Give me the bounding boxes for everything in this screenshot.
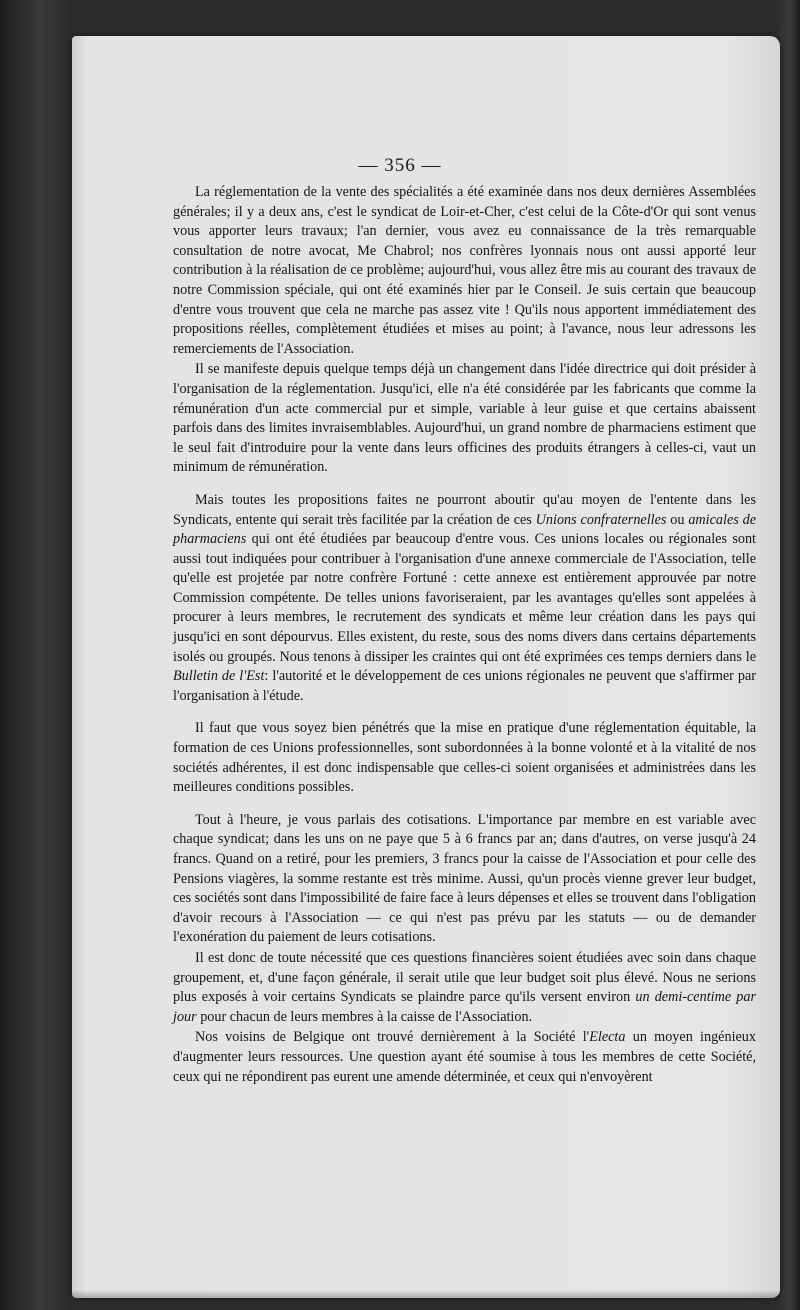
text-run: pour chacun de leurs membres à la caisse de l'Association. [196,1008,533,1025]
text-run: Il se manifeste depuis quelque temps déjà un changement dans l'idée directrice qui doit présider à l'organisation de la réglementation. Jusqu'ici, elle n'a été considérée par les fabricants que comme la rémunération d'un acte commercial pur et simple, variable à leur guise et que certains abaissent parfois dans des limites invraisemblables. Aujourd'hui, un grand nombre de pharmaciens estiment que le seul fait d'introduire pour la vente dans leurs officines des produits étrangers à celles-ci, vaut un minimum de rémunération. [173,361,756,476]
text-run: La réglementation de la vente des spécialités a été examinée dans nos deux dernières Assemblées générales; il y a deux ans, c'est le syndicat de Loir-et-Cher, c'est celui de la Côte-d'Or qui sont venus vous apporter leurs travaux; l'an dernier, vous avez eu connaissance de la très remarquable consultation de notre avocat, Me Chabrol; nos confrères lyonnais nous ont aussi apporté leur contribution à la réalisation de ce problème; aujourd'hui, vous allez être mis au courant des travaux de notre Commission spéciale, qui ont été examinés hier par le Conseil. Je suis certain que beaucoup d'entre vous trouvent que cela ne marche pas assez vite ! Qu'ils nous apportent immédiatement des propositions réelles, complètement étudiées et mises au point; à l'avance, nous leur adressons les remerciements de l'Association. [173,184,756,357]
paragraph [173,491,756,707]
italic-phrase: Electa [589,1029,626,1046]
text-run: Tout à l'heure, je vous parlais des cotisations. L'importance par membre en est variable avec chaque syndicat; dans les uns on ne paye que 5 à 6 francs par an; dans d'autres, on verse jusqu'à 24 francs. Quand on a retiré, pour les premiers, 3 francs pour la caisse de l'Association et pour celle des Pensions viagères, la somme restante est très minime. Aussi, qu'un procès vienne grever leur budget, ces sociétés sont dans l'impossibilité de faire face à leurs dépenses et elles se trouvent dans l'obligation d'avoir recours à l'Association — ce qui n'est pas prévu par les statuts — ou de demander l'exonération du paiement de leurs cotisations. [173,811,756,946]
paragraph [173,719,756,797]
page-edge-shadow [72,1290,780,1298]
text-run: qui ont été étudiées par beaucoup d'entre vous. Ces unions locales ou régionales sont aussi tout indiquées pour contribuer à l'organisation d'une annexe commerciale de l'Association, telle qu'elle est projetée par notre confrère Fortuné : cette annexe est entièrement approuvée par notre Commission compétente. De telles unions favoriseraient, par les avantages qu'elles sont appelées à procurer à leurs membres, le recrutement des syndicats et même leur création dans les pays qui jusqu'ici en sont dépourvus. Elles existent, du reste, sous des noms divers dans certains départements isolés ou groupés. Nous tenons à dissiper les craintes qui ont été exprimées ces temps derniers dans le [173,531,756,665]
paragraph [173,949,756,1027]
text-run: Il est donc de toute nécessité que ces questions financières soient étudiées avec soin dans chaque groupement, et, d'une façon générale, il serait utile que leur budget soit plus élevé. Nous ne serions plus exposés à voir certains Syndicats se plaindre parce qu'ils versent environ [173,949,756,1006]
text-run: : l'autorité et le développement de ces unions régionales ne peuvent que s'affirmer par l'organisation à l'étude. [173,668,756,704]
text-run: Mais toutes les propositions faites ne pourront aboutir qu'au moyen de l'entente dans les Syndicats, entente qui serait très facilitée par la création de ces [173,491,756,528]
page-number: — 356 — [358,155,442,176]
text-run: Nos voisins de Belgique ont trouvé dernièrement à la Société l' [195,1029,590,1046]
text-run: ou [666,511,689,528]
text-run: Il faut que vous soyez bien pénétrés que la mise en pratique d'une réglementation équitable, la formation de ces Unions professionnelles, sont subordonnées à la bonne volonté et à la vitalité de nos sociétés adhérentes, il est donc indispensable que celles-ci soient organisées et administrées dans les meilleures conditions possibles. [173,720,756,796]
paragraph [173,1028,756,1087]
italic-phrase: Bulletin de l'Est [173,668,265,685]
text-run: un moyen ingénieux d'augmenter leurs ressources. Une question ayant été soumise à tous les membres de cette Société, ceux qui ne répondirent pas eurent une amende déterminée, et ceux qui n'envoyèrent [173,1029,756,1085]
italic-phrase: Unions confraternelles [535,511,667,528]
paragraph [173,360,756,478]
paragraph [173,811,756,948]
italic-phrase: un demi-centime par jour [173,989,756,1025]
italic-phrase: amicales de pharmaciens [173,511,757,548]
body-text [173,183,756,1087]
paragraph [173,183,756,359]
